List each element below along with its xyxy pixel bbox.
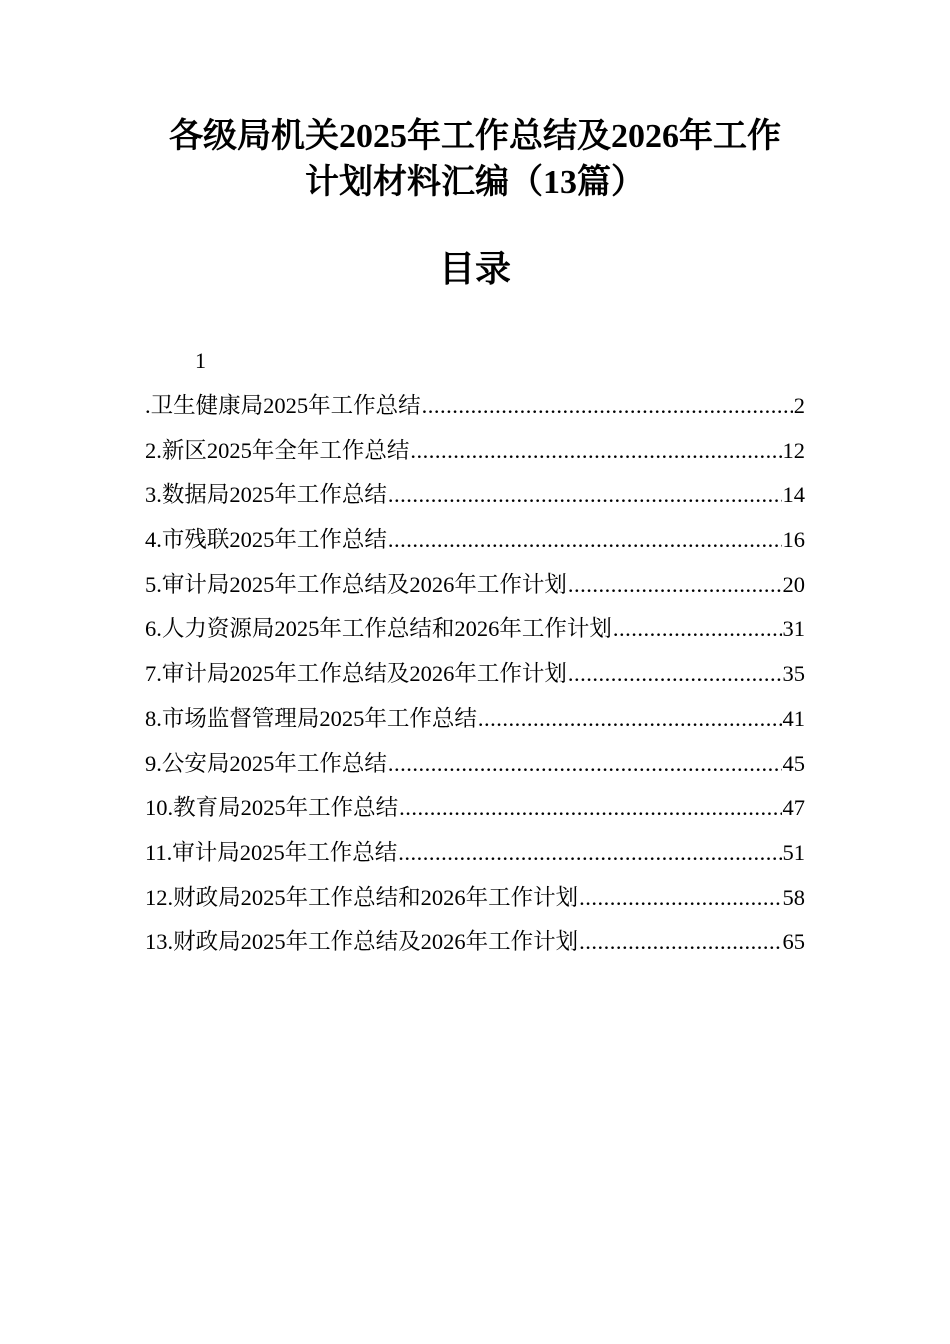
toc-entry-page: 65 xyxy=(782,929,805,955)
toc-entry-label: 3.数据局2025年工作总结 xyxy=(145,482,387,508)
toc-entry-label: 11.审计局2025年工作总结 xyxy=(145,839,398,865)
toc-entry-page: 41 xyxy=(782,705,805,731)
toc-entry-page: 51 xyxy=(782,839,805,865)
toc-entry-page: 20 xyxy=(782,571,805,597)
toc-dot-leader xyxy=(579,881,781,915)
toc-entry-page: 31 xyxy=(782,616,805,642)
toc-entry[interactable] xyxy=(145,568,805,613)
toc-entry[interactable] xyxy=(145,478,805,523)
toc-dot-leader xyxy=(399,791,781,825)
table-of-contents xyxy=(145,389,805,970)
toc-entry-page: 45 xyxy=(782,750,805,776)
toc-entry-label: 10.教育局2025年工作总结 xyxy=(145,795,399,821)
toc-entry-label: 13.财政局2025年工作总结及2026年工作计划 xyxy=(145,929,579,955)
toc-entry-label: 4.市残联2025年工作总结 xyxy=(145,527,387,553)
toc-dot-leader xyxy=(388,478,782,512)
toc-entry-label: 9.公安局2025年工作总结 xyxy=(145,750,387,776)
toc-entry-page: 35 xyxy=(782,661,805,687)
toc-entry-label: 5.审计局2025年工作总结及2026年工作计划 xyxy=(145,571,567,597)
toc-heading: 目录 xyxy=(438,249,511,289)
toc-entry[interactable] xyxy=(145,747,805,792)
toc-entry-page: 47 xyxy=(782,795,805,821)
toc-dot-leader xyxy=(568,568,782,602)
toc-dot-leader xyxy=(388,523,782,557)
toc-entry[interactable] xyxy=(145,881,805,926)
toc-entry[interactable] xyxy=(145,657,805,702)
toc-entry-page: 16 xyxy=(782,527,805,553)
toc-entry-label: .卫生健康局2025年工作总结 xyxy=(145,393,421,418)
toc-first-entry-number: 1 xyxy=(195,348,206,373)
toc-dot-leader xyxy=(568,657,782,691)
toc-entry-page: 12 xyxy=(782,437,805,463)
toc-dot-leader xyxy=(579,925,781,959)
toc-dot-leader xyxy=(613,612,782,646)
toc-entry-page: 14 xyxy=(782,482,805,508)
toc-entry[interactable] xyxy=(145,925,805,970)
toc-entry-label: 8.市场监督管理局2025年工作总结 xyxy=(145,705,477,731)
toc-entry[interactable] xyxy=(145,523,805,568)
toc-dot-leader xyxy=(398,836,781,870)
toc-entry[interactable] xyxy=(145,791,805,836)
toc-dot-leader xyxy=(478,702,782,736)
toc-entry[interactable] xyxy=(145,702,805,747)
toc-entry[interactable] xyxy=(145,389,805,434)
toc-entry-label: 7.审计局2025年工作总结及2026年工作计划 xyxy=(145,661,567,687)
toc-entry[interactable] xyxy=(145,612,805,657)
document-title-line-1: 各级局机关2025年工作总结及2026年工作 xyxy=(169,118,781,155)
toc-dot-leader xyxy=(388,747,782,781)
toc-dot-leader xyxy=(422,389,793,423)
toc-entry[interactable] xyxy=(145,434,805,479)
toc-entry-label: 6.人力资源局2025年工作总结和2026年工作计划 xyxy=(145,616,612,642)
document-title-line-2: 计划材料汇编（13篇） xyxy=(305,164,645,201)
toc-entry-label: 2.新区2025年全年工作总结 xyxy=(145,437,410,463)
toc-entry-page: 58 xyxy=(782,884,805,910)
toc-entry[interactable] xyxy=(145,836,805,881)
toc-entry-page: 2 xyxy=(793,393,805,418)
toc-dot-leader xyxy=(410,434,781,468)
toc-entry-label: 12.财政局2025年工作总结和2026年工作计划 xyxy=(145,884,579,910)
